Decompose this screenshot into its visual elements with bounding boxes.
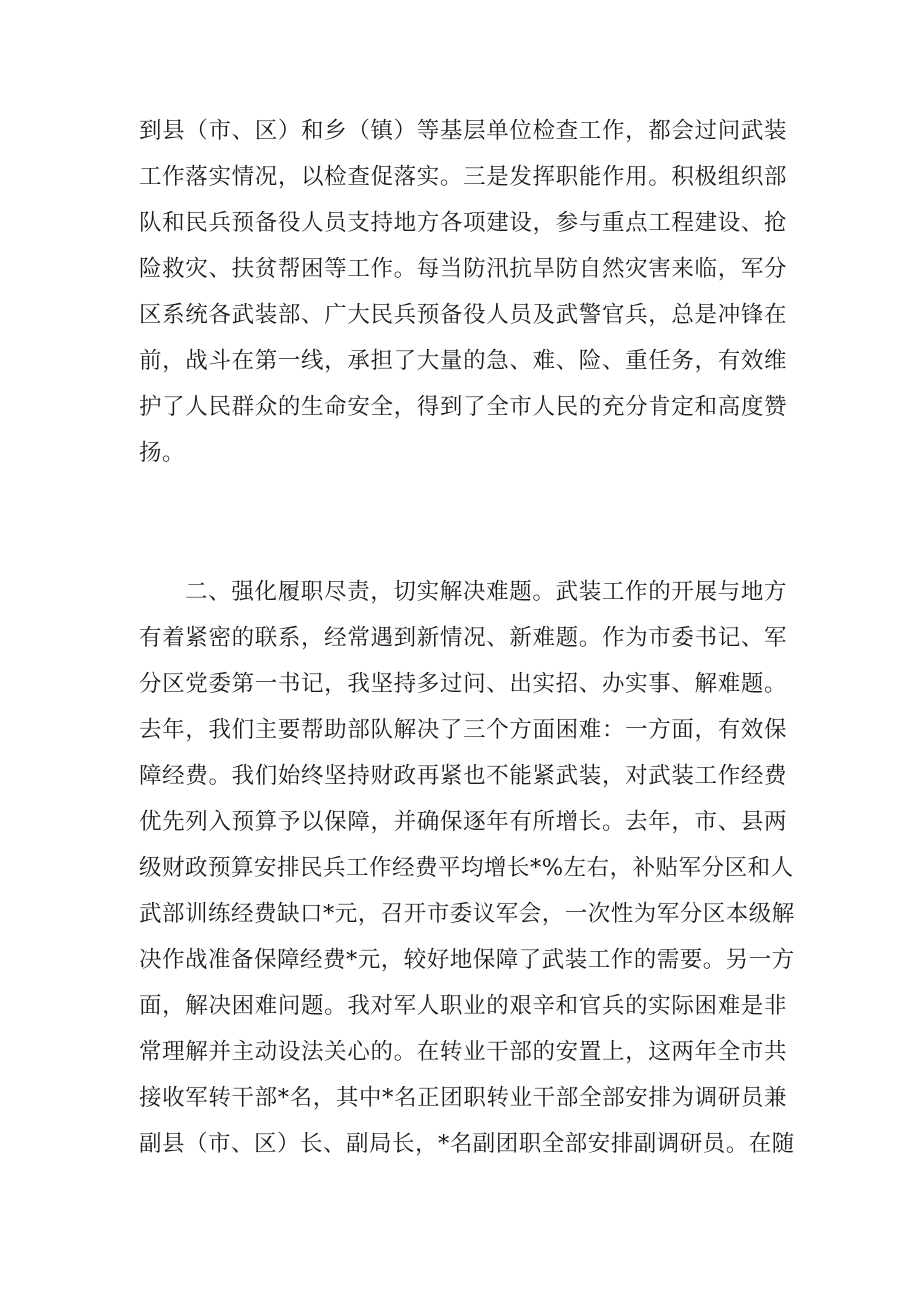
text-line: 接收军转干部*名，其中*名正团职转业干部全部安排为调研员兼 <box>139 1085 787 1111</box>
text-line: 队和民兵预备役人员支持地方各项建设，参与重点工程建设、抢 <box>139 210 787 236</box>
text-line: 决作战准备保障经费*元，较好地保障了武装工作的需要。另一方 <box>139 947 795 973</box>
text-line: 障经费。我们始终坚持财政再紧也不能紧武装，对武装工作经费 <box>139 763 787 789</box>
text-line: 分区党委第一书记，我坚持多过问、出实招、办实事、解难题。 <box>139 671 787 697</box>
text-line: 工作落实情况，以检查促落实。三是发挥职能作用。积极组织部 <box>139 164 787 190</box>
text-line: 去年，我们主要帮助部队解决了三个方面困难：一方面，有效保 <box>139 717 787 743</box>
text-line: 二、强化履职尽责，切实解决难题。武装工作的开展与地方 <box>185 579 787 605</box>
text-line: 前，战斗在第一线，承担了大量的急、难、险、重任务，有效维 <box>139 348 787 374</box>
paragraph-1 <box>139 108 787 476</box>
text-line: 优先列入预算予以保障，并确保逐年有所增长。去年，市、县两 <box>139 809 787 835</box>
text-line: 副县（市、区）长、副局长，*名副团职全部安排副调研员。在随 <box>139 1131 795 1157</box>
text-line: 级财政预算安排民兵工作经费平均增长*%左右，补贴军分区和人 <box>139 855 794 881</box>
text-line: 面，解决困难问题。我对军人职业的艰辛和官兵的实际困难是非 <box>139 993 787 1019</box>
text-line: 险救灾、扶贫帮困等工作。每当防汛抗旱防自然灾害来临，军分 <box>139 256 787 282</box>
text-line: 护了人民群众的生命安全，得到了全市人民的充分肯定和高度赞 <box>139 394 787 420</box>
text-line: 武部训练经费缺口*元，召开市委议军会，一次性为军分区本级解 <box>139 901 795 927</box>
text-line: 到县（市、区）和乡（镇）等基层单位检查工作，都会过问武装 <box>139 118 787 144</box>
text-line: 常理解并主动设法关心的。在转业干部的安置上，这两年全市共 <box>139 1039 787 1065</box>
text-line: 区系统各武装部、广大民兵预备役人员及武警官兵，总是冲锋在 <box>139 302 787 328</box>
text-line: 扬。 <box>139 440 186 466</box>
paragraph-2 <box>139 569 795 1167</box>
text-line: 有着紧密的联系，经常遇到新情况、新难题。作为市委书记、军 <box>139 625 787 651</box>
